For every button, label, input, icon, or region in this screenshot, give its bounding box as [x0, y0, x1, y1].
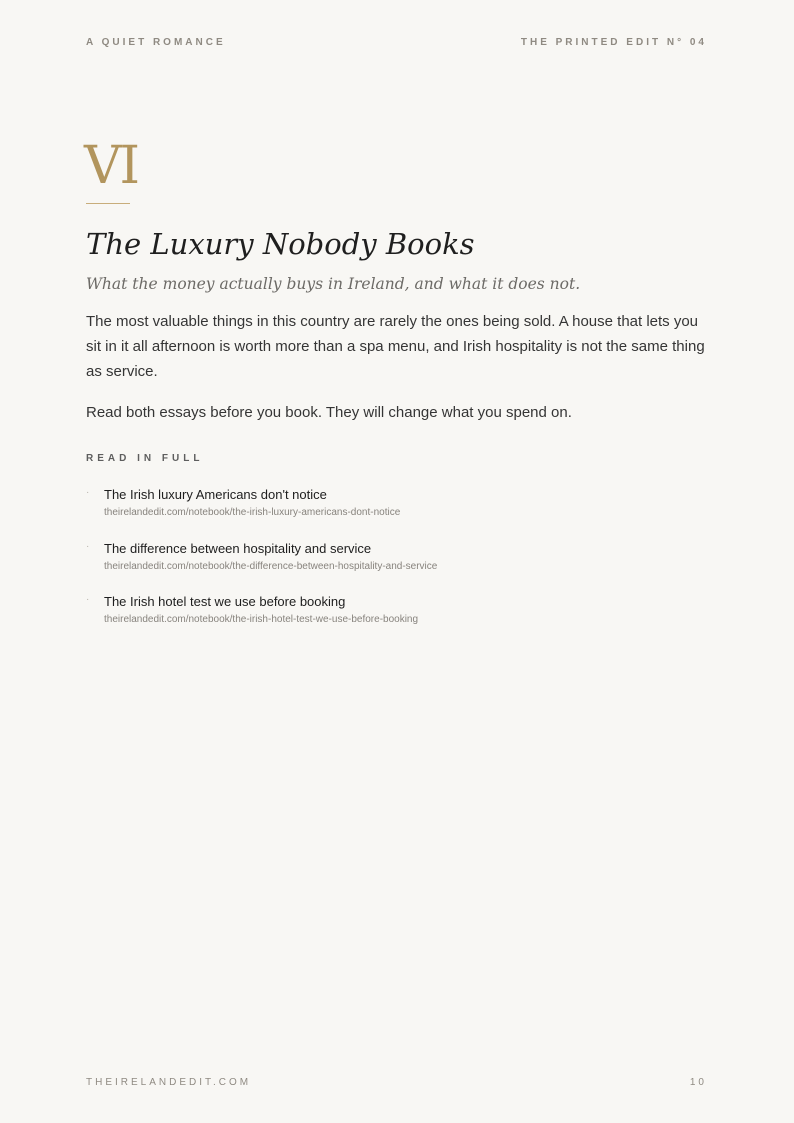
essay-link-url[interactable]: theirelandedit.com/notebook/the-irish-luxury-americans-dont-notice	[104, 507, 401, 518]
list-item	[86, 591, 726, 645]
read-in-full-label: READ IN FULL	[86, 453, 204, 464]
essay-link-url[interactable]: theirelandedit.com/notebook/the-irish-hotel-test-we-use-before-booking	[104, 614, 419, 625]
running-header-right: THE PRINTED EDIT N° 04	[520, 37, 707, 48]
essay-link-title[interactable]: The difference between hospitality and service	[104, 540, 372, 556]
footer-site-url[interactable]: THEIRELANDEDIT.COM	[86, 1077, 252, 1088]
essay-link-url[interactable]: theirelandedit.com/notebook/the-difference-between-hospitality-and-service	[104, 560, 438, 572]
list-item	[86, 484, 726, 538]
footer-page-number: 10	[689, 1077, 707, 1088]
essay-link-title[interactable]: The Irish hotel test we use before booking	[104, 594, 346, 609]
body-paragraph: Read both essays before you book. They will change what you spend on.	[86, 404, 572, 421]
bullet-dot: ·	[86, 487, 90, 498]
list-item	[86, 538, 726, 592]
essay-link-title[interactable]: The Irish luxury Americans don't notice	[104, 487, 327, 502]
running-header-left: A QUIET ROMANCE	[86, 37, 226, 48]
chapter-divider-rule	[86, 203, 130, 204]
body-paragraph: The most valuable things in this country are rarely the ones being sold. A house that lets you sit in it all afternoon is worth more than a spa menu, and Irish hospitality is not the same thing as service.	[86, 313, 705, 380]
bullet-dot: ·	[86, 540, 90, 552]
chapter-numeral: VI	[84, 136, 139, 196]
chapter-subtitle: What the money actually buys in Ireland, and what it does not.	[86, 275, 581, 293]
chapter-title: The Luxury Nobody Books	[86, 227, 475, 261]
read-in-full-list	[86, 484, 726, 645]
bullet-dot: ·	[86, 594, 90, 605]
